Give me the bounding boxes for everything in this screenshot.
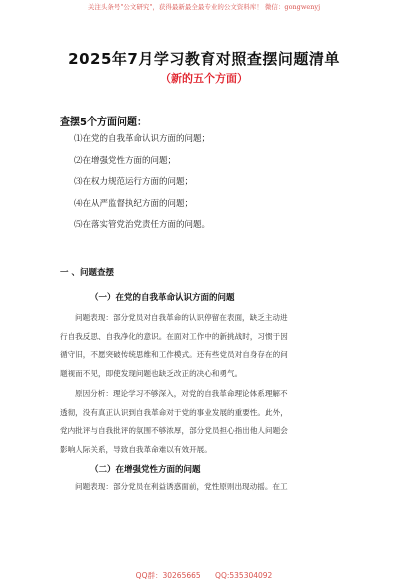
aspect-item: ⑵在增强党性方面的问题； — [74, 155, 177, 166]
subsection-two-heading: （二）在增强党性方面的问题 — [90, 465, 201, 475]
aspect-item: ⑷在从严监督执纪方面的问题； — [74, 198, 194, 209]
paragraph-line: 行自我反思、自我净化的意识。在面对工作中的新挑战时，习惯于因 — [60, 331, 288, 341]
paragraph-line: 透彻，没有真正认识到自我革命对于党的事业发展的重要性。此外， — [60, 407, 288, 417]
problem-paragraph — [60, 309, 350, 383]
paragraph-line: 影响人际关系，导致自我革命难以有效开展。 — [60, 444, 212, 454]
aspect-item: ⑴在党的自我革命认识方面的问题； — [74, 134, 211, 144]
problem-paragraph-two — [60, 478, 350, 497]
paragraph-line: 问题表现：部分党员在利益诱惑面前，党性原则出现动摇。在工 — [75, 482, 288, 491]
document-title: 2025年7月学习教育对照查摆问题清单 — [68, 50, 340, 68]
paragraph-line: 原因分析：理论学习不够深入，对党的自我革命理论体系理解不 — [75, 389, 288, 398]
qq-number-text: QQ:535304092 — [215, 571, 273, 580]
part-one-heading: 一 、问题查摆 — [60, 268, 114, 278]
aspect-item: ⑶在权力规范运行方面的问题； — [74, 177, 194, 187]
aspects-list — [74, 133, 210, 241]
paragraph-line: 题视而不见，即使发现问题也缺乏改正的决心和勇气。 — [60, 368, 243, 378]
paragraph-line: 问题表现：部分党员对自我革命的认识停留在表面，缺乏主动进 — [75, 313, 288, 322]
paragraph-line: 循守旧，不愿突破传统思维和工作模式。还有些党员对自身存在的问 — [60, 350, 288, 359]
paragraph-line: 党内批评与自我批评的氛围不够浓厚，部分党员担心指出他人问题会 — [60, 426, 288, 435]
aspects-heading: 查摆5个方面问题： — [60, 117, 147, 128]
cause-paragraph — [60, 385, 350, 459]
document-subtitle: （新的五个方面） — [160, 72, 248, 85]
footer-contact — [0, 570, 408, 581]
top-banner: 关注头条号"公文研究"，获得最新最全最专业的公文资料库！ 微信：gongwenyj — [87, 3, 321, 11]
qq-group-text: QQ群：30265665 — [135, 571, 201, 580]
aspect-item: ⑸在落实管党治党责任方面的问题。 — [74, 220, 211, 230]
subsection-one-heading: （一）在党的自我革命认识方面的问题 — [90, 293, 235, 303]
